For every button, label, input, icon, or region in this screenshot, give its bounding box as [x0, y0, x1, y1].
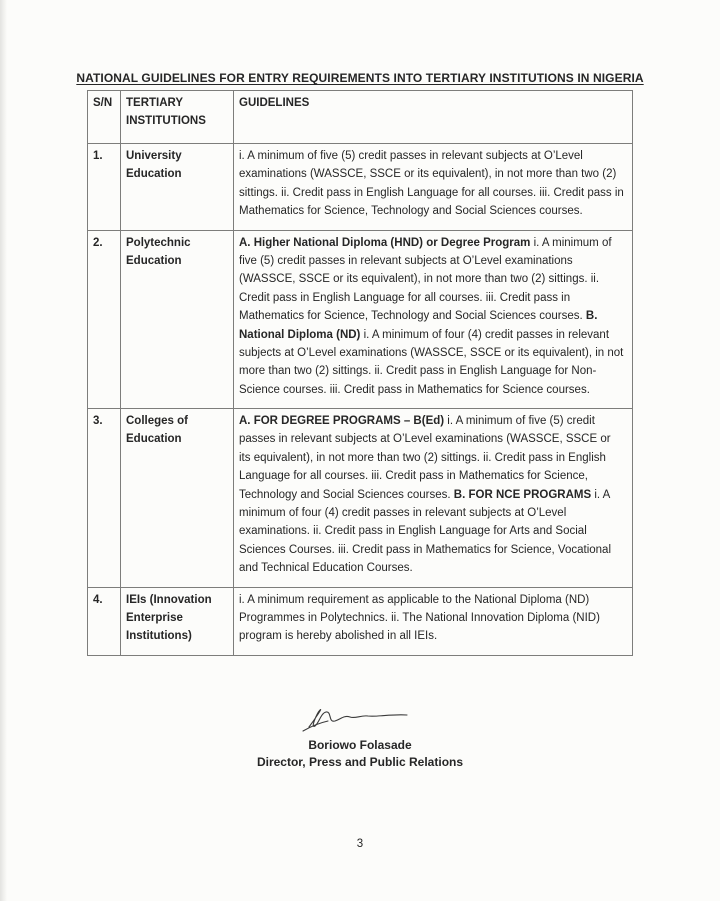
document-title: NATIONAL GUIDELINES FOR ENTRY REQUIREMENTS INTO TERTIARY INSTITUTIONS IN NIGERIA — [76, 71, 644, 85]
table-row — [88, 230, 633, 409]
institution-cell: Polytechnic Education — [121, 230, 234, 409]
guidelines-cell — [234, 144, 633, 231]
guideline-program-heading: B. FOR NCE PROGRAMS — [453, 488, 592, 501]
page-number: 3 — [356, 838, 364, 850]
guideline-text: i. A minimum of four (4) credit passes in relevant subjects at O’Level examinations (WASSCE, SSCE or its equivalent), in not more than two (2) sittings. ii. Credit pass in English Language for Non-Science courses. iii. Credit pass in Mathematics for Science courses. — [239, 328, 624, 396]
header-row — [88, 91, 633, 144]
guideline-program-heading: B. National Diploma (ND) — [239, 310, 598, 341]
guideline-text: i. A minimum of five (5) credit passes in relevant subjects at O’Level examinations (WASSCE, SSCE or its equivalent), in not more than two (2) sittings. ii. Credit pass in English Language for all courses. iii. Credit pass in Mathematics for Science, Technology and Social Sciences courses. — [239, 236, 612, 323]
sn-cell: 4. — [88, 587, 121, 655]
sn-cell: 1. — [88, 144, 121, 231]
guidelines-cell — [234, 409, 633, 588]
guideline-text: i. A minimum requirement as applicable to the National Diploma (ND) Programmes in Polytechnics. ii. The National Innovation Diploma (NID) program is hereby abolished in all IEIs. — [239, 593, 600, 643]
table-row — [88, 587, 633, 655]
signatory-role: Director, Press and Public Relations — [256, 755, 464, 769]
signatory-name: Boriowo Folasade — [308, 738, 412, 752]
header-institution: TERTIARY INSTITUTIONS — [121, 91, 234, 144]
guideline-text: i. A minimum of five (5) credit passes in relevant subjects at O’Level examinations (WASSCE, SSCE or its equivalent), in not more than two (2) sittings. ii. Credit pass in English Language for all courses. iii. Credit pass in Mathematics for Science, Technology and Social Sciences courses. — [239, 415, 611, 501]
institution-cell: Colleges of Education — [121, 409, 234, 588]
guideline-text: i. A minimum of four (4) credit passes in relevant subjects at O’Level examinations. ii. Credit pass in English Language for Arts and Social Sciences Courses. iii. Credit pass in Mathematics for Science, Vocational and Technical Education Courses. — [239, 488, 611, 575]
table-row — [88, 409, 633, 588]
signature-block — [0, 700, 720, 771]
sn-cell: 3. — [88, 409, 121, 588]
table-body — [88, 144, 633, 656]
table-row — [88, 144, 633, 231]
table-header — [88, 91, 633, 144]
sn-cell: 2. — [88, 230, 121, 409]
institution-cell: University Education — [121, 144, 234, 231]
guideline-text: i. A minimum of five (5) credit passes in relevant subjects at O’Level examinations (WASSCE, SSCE or its equivalent), in not more than two (2) sittings. ii. Credit pass in English Language for all courses. iii. Credit pass in Mathematics for Science, Technology and Social Sciences courses. — [239, 150, 624, 218]
guideline-program-heading: A. FOR DEGREE PROGRAMS – B(Ed) — [239, 415, 445, 428]
institution-cell: IEIs (Innovation Enterprise Institutions) — [121, 587, 234, 655]
header-sn: S/N — [88, 91, 121, 144]
guidelines-cell — [234, 230, 633, 409]
guideline-program-heading: A. Higher National Diploma (HND) or Degree Program — [239, 236, 531, 249]
guidelines-table — [87, 90, 633, 656]
signature-image — [295, 700, 425, 734]
guidelines-cell — [234, 587, 633, 655]
header-guidelines: GUIDELINES — [234, 91, 633, 144]
